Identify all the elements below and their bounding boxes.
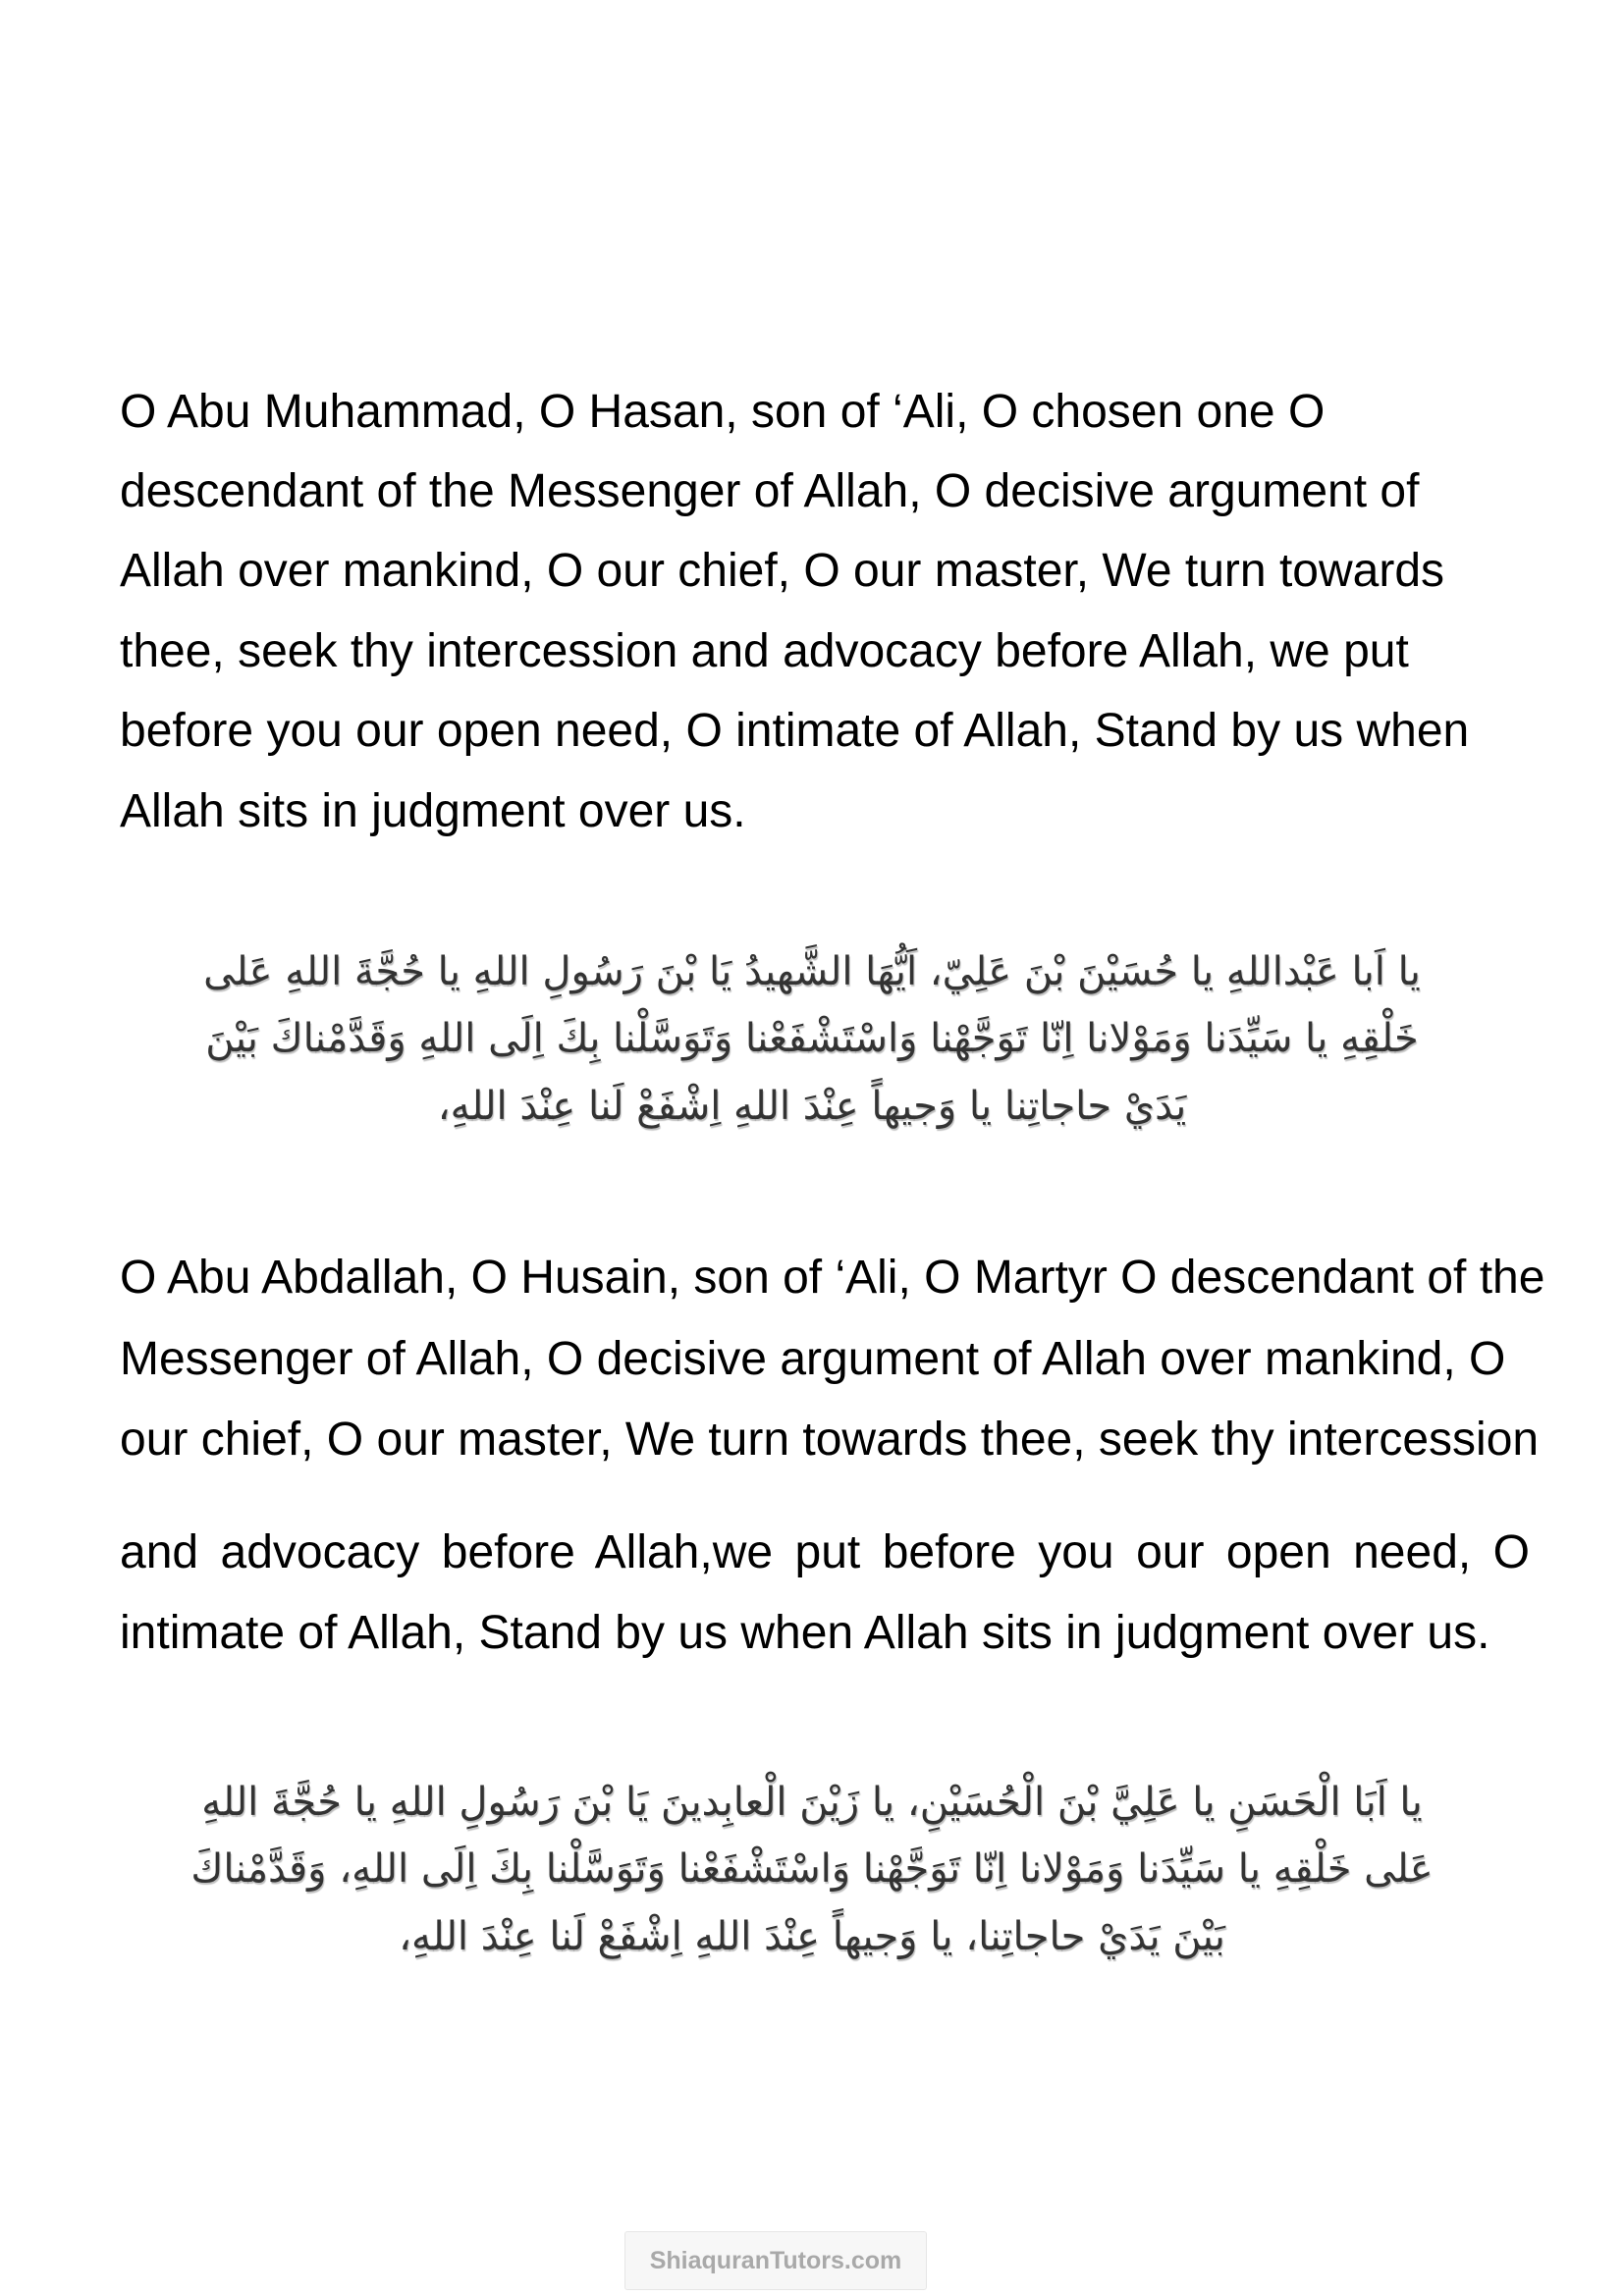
watermark-text: ShiaquranTutors.com xyxy=(649,2246,902,2274)
text-line: and advocacy before Allah,we put before you our open need, O xyxy=(120,1526,1530,1578)
text-line: thee, seek thy intercession and advocacy before Allah, we put xyxy=(120,625,1409,677)
arabic-text-line: يَدَيْ حاجاتِنا يا وَجيهاً عِنْدَ اللهِ اِشْفَعْ لَنا عِنْدَ اللهِ، xyxy=(437,1084,1187,1129)
watermark-badge xyxy=(624,2231,927,2290)
arabic-text-line: يا اَبَا الْحَسَنِ يا عَلِيَّ بْنَ الْحُسَيْنِ، يا زَيْنَ الْعابِدينَ يَا بْنَ رَسُولِ اللهِ يا حُجَّةَ اللهِ xyxy=(201,1780,1423,1825)
text-line: our chief, O our master, We turn towards thee, seek thy intercession xyxy=(120,1414,1540,1466)
arabic-text-line: عَلى خَلْقِهِ يا سَيِّدَنا وَمَوْلانا اِنّا تَوَجَّهْنا وَاسْتَشْفَعْنا وَتَوَسَّلْنا بِكَ اِلَى اللهِ، وَقَدَّمْناكَ xyxy=(190,1846,1434,1892)
arabic-text-line: خَلْقِهِ يا سَيِّدَنا وَمَوْلانا اِنّا تَوَجَّهْنا وَاسْتَشْفَعْنا وَتَوَسَّلْنا بِكَ اِلَى اللهِ وَقَدَّمْناكَ بَيْنَ xyxy=(205,1016,1419,1061)
text-line: O Abu Abdallah, O Husain, son of ‘Ali, O Martyr O descendant of the xyxy=(120,1252,1545,1304)
text-line: O Abu Muhammad, O Hasan, son of ‘Ali, O chosen one O xyxy=(120,386,1326,438)
text-line: descendant of the Messenger of Allah, O decisive argument of xyxy=(120,465,1420,517)
text-line: before you our open need, O intimate of Allah, Stand by us when xyxy=(120,705,1470,757)
text-line: Messenger of Allah, O decisive argument of Allah over mankind, O xyxy=(120,1333,1506,1385)
text-line: intimate of Allah, Stand by us when Allah sits in judgment over us. xyxy=(120,1607,1490,1659)
text-line: Allah over mankind, O our chief, O our master, We turn towards xyxy=(120,545,1445,597)
arabic-text-line: يا اَبا عَبْداللهِ يا حُسَيْنَ بْنَ عَلِيّ، اَيُّهَا الشَّهيدُ يَا بْنَ رَسُولِ اللهِ يا حُجَّةَ اللهِ عَلى xyxy=(203,949,1421,994)
arabic-text-line: بَيْنَ يَدَيْ حاجاتِنا، يا وَجيهاً عِنْدَ اللهِ اِشْفَعْ لَنا عِنْدَ اللهِ، xyxy=(399,1914,1225,1959)
text-line: Allah sits in judgment over us. xyxy=(120,785,746,837)
